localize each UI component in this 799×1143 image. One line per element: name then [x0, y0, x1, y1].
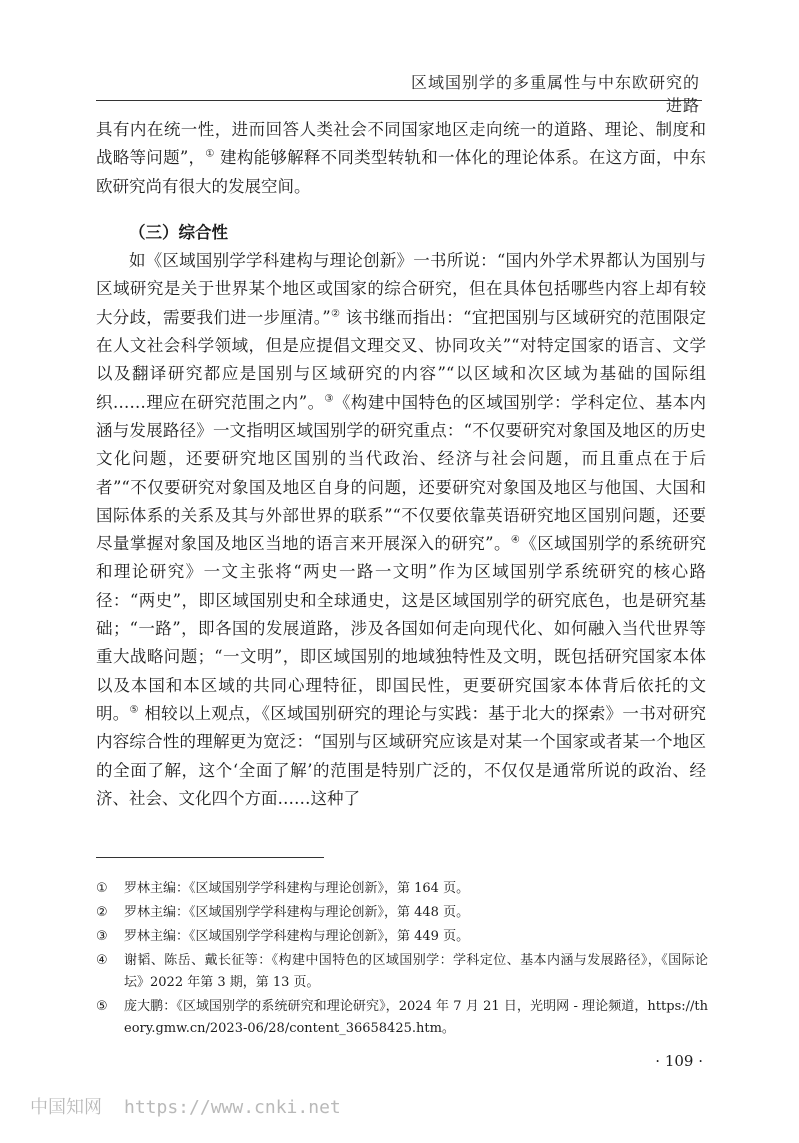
- footnote-ref-5[interactable]: ⑤: [129, 704, 139, 716]
- watermark-name: 中国知网: [30, 1097, 102, 1118]
- footnote-rule: [96, 857, 324, 858]
- header-rule: [96, 100, 702, 101]
- footnotes: [96, 878, 708, 1042]
- footnote-mark: ⑤: [96, 999, 108, 1014]
- footnote-text: 谢韬、陈岳、戴长征等：《构建中国特色的区域国别学：学科定位、基本内涵与发展路径》，《国际论坛》2022 年第 3 期，第 13 页。: [124, 953, 708, 990]
- footnote-item: [96, 878, 708, 900]
- footnote-text: 罗林主编：《区域国别学学科建构与理论创新》，第 449 页。: [124, 929, 470, 944]
- paragraph-1-text: 具有内在统一性，进而回答人类社会不同国家地区走向统一的道路、理论、制度和战略等问题”，: [96, 120, 706, 168]
- footnote-item: [96, 926, 708, 948]
- footnote-ref-4[interactable]: ④: [510, 534, 521, 546]
- main-text: [96, 116, 706, 813]
- footnote-text: 罗林主编：《区域国别学学科建构与理论创新》，第 448 页。: [124, 905, 470, 920]
- paragraph-1-text-b: 建构能够解释不同类型转轨和一体化的理论体系。在这方面，中东欧研究尚有很大的发展空间。: [96, 148, 707, 196]
- footnote-mark: ①: [96, 881, 108, 896]
- footnote-item: [96, 996, 708, 1040]
- paragraph-1: [96, 116, 706, 201]
- running-title: 区域国别学的多重属性与中东欧研究的进路: [410, 73, 700, 115]
- footnote-text[interactable]: 庞大鹏：《区域国别学的系统研究和理论研究》，2024 年 7 月 21 日，光明网 - 理论频道，https://theory.gmw.cn/2023-06/28/content_36658425.htm。: [124, 999, 708, 1036]
- footnote-ref-3[interactable]: ③: [324, 393, 334, 405]
- footnote-mark: ③: [96, 929, 108, 944]
- watermark-url[interactable]: https://www.cnki.net: [124, 1097, 341, 1118]
- paragraph-2-text-a: 如《区域国别学学科建构与理论创新》一书所说：“国内外学术界都认为国别与区域研究是关于世界某个地区或国家的综合研究，但在具体包括哪些内容上却有较大分歧，需要我们进一步厘清。”: [96, 251, 706, 327]
- paragraph-2-text-e: 相较以上观点，《区域国别研究的理论与实践：基于北大的探索》一书对研究内容综合性的理解更为宽泛：“国别与区域研究应该是对某一个国家或者某一个地区的全面了解，这个‘全面了解’的范围是特别广泛的，不仅仅是通常所说的政治、经济、社会、文化四个方面……这种了: [96, 703, 707, 808]
- paragraph-2: [96, 247, 706, 813]
- footnote-ref-1[interactable]: ①: [205, 148, 215, 160]
- footnote-ref-2[interactable]: ②: [330, 308, 341, 320]
- paragraph-2-text-d: 《区域国别学的系统研究和理论研究》一文主张将“两史一路一文明”作为区域国别学系统研究的核心路径：“两史”，即区域国别史和全球通史，这是区域国别学的研究底色，也是研究基础；“一路”，即各国的发展道路，涉及各国如何走向现代化、如何融入当代世界等重大战略问题；“一文明”，即区域国别的地域独特性及文明，既包括研究国家本体以及本国和本区域的共同心理特征，即国民性，更要研究国家本体背后依托的文明。: [96, 534, 707, 723]
- section-heading: （三）综合性: [129, 222, 228, 242]
- footnote-mark: ②: [96, 905, 108, 920]
- footnote-text: 罗林主编：《区域国别学学科建构与理论创新》，第 164 页。: [124, 881, 470, 896]
- page-number: · 109 ·: [655, 1052, 703, 1070]
- footnote-item: [96, 902, 708, 924]
- paragraph-2-text-b: 该书继而指出：“宜把国别与区域研究的范围限定在人文社会科学领域，但是应提倡文理交叉、协同攻关”“对特定国家的语言、文学以及翻译研究都应是国别与区域研究的内容”“以区域和次区域为基础的国际组织……理应在研究范围之内”。: [96, 307, 707, 412]
- paragraph-2-text-c: 《构建中国特色的区域国别学：学科定位、基本内涵与发展路径》一文指明区域国别学的研究重点：“不仅要研究对象国及地区的历史文化问题，还要研究地区国别的当代政治、经济与社会问题，而且重点在于后者”“不仅要研究对象国及地区自身的问题，还要研究对象国及地区与他国、大国和国际体系的关系及其与外部世界的联系”“不仅要依靠英语研究地区国别问题，还要尽量掌握对象国及地区当地的语言来开展深入的研究”。: [96, 392, 707, 554]
- cnki-watermark: [30, 1093, 341, 1119]
- footnote-item: [96, 950, 708, 994]
- footnote-mark: ④: [96, 953, 108, 968]
